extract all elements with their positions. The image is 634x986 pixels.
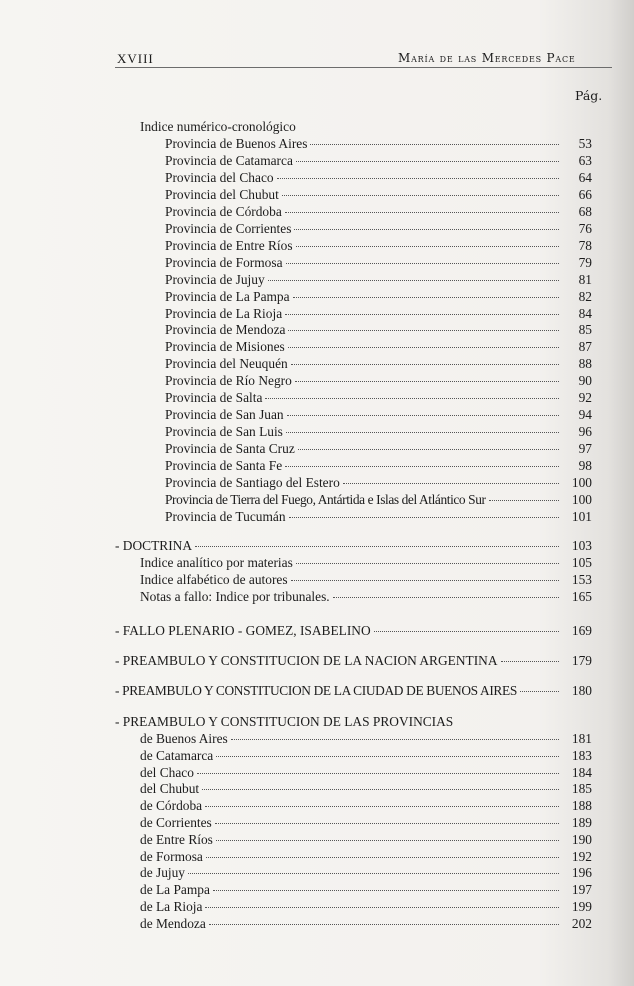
numeric-index-heading: Indice numérico-cronológico [140, 119, 296, 134]
entry-label: de Entre Ríos [140, 831, 213, 847]
dot-leader [288, 329, 559, 331]
dot-leader [286, 262, 559, 264]
provincia-constitucion-entry[interactable] [140, 747, 592, 764]
entry-page: 184 [571, 764, 592, 780]
dot-leader [520, 690, 559, 692]
numeric-index-entry[interactable] [165, 305, 592, 322]
provincias-heading: - PREAMBULO Y CONSTITUCION DE LAS PROVINCIAS [115, 714, 454, 729]
dot-leader [268, 279, 559, 281]
entry-page: 192 [571, 848, 592, 864]
entry-label: Provincia de Santa Cruz [165, 441, 295, 457]
entry-page: 84 [578, 305, 592, 321]
entry-page: 53 [578, 136, 592, 151]
entry-label: - PREAMBULO Y CONSTITUCION DE LA CIUDAD DE BUENOS AIRES [115, 683, 517, 698]
entry-label: Provincia de Tucumán [165, 508, 286, 524]
entry-page: 190 [571, 831, 592, 847]
numeric-index-entry[interactable] [165, 474, 592, 491]
entry-page: 79 [578, 254, 592, 270]
entry-label: - PREAMBULO Y CONSTITUCION DE LA NACION ARGENTINA [115, 653, 498, 668]
entry-label: Provincia de Corrientes [165, 220, 292, 236]
entry-label: de Buenos Aires [140, 731, 228, 746]
numeric-index-entry[interactable] [165, 508, 592, 525]
entry-page: 94 [578, 407, 592, 423]
entry-label: Provincia de Santa Fe [165, 458, 283, 474]
entry-label: del Chaco [140, 764, 194, 780]
provincia-constitucion-entry[interactable] [140, 915, 592, 932]
entry-label: Provincia de Jujuy [165, 271, 265, 287]
dot-leader [282, 194, 559, 196]
entry-label: Provincia de Misiones [165, 339, 285, 355]
numeric-index-entry[interactable] [165, 254, 592, 271]
provincia-constitucion-entry[interactable] [140, 764, 592, 781]
entry-label: Provincia de San Juan [165, 407, 284, 423]
entry-page: 66 [578, 186, 592, 202]
page-number-roman: XVIII [117, 51, 154, 66]
numeric-index-entry[interactable] [165, 186, 592, 203]
entry-label: Provincia de Santiago del Estero [165, 475, 340, 490]
dot-leader [286, 431, 559, 433]
provincia-constitucion-entry[interactable] [140, 881, 592, 898]
numeric-index-entry[interactable] [165, 355, 592, 372]
entry-page: 97 [578, 441, 592, 457]
provincia-constitucion-entry[interactable] [140, 814, 592, 831]
entry-page: 196 [571, 865, 592, 881]
entry-page: 88 [578, 356, 592, 372]
entry-label: de La Pampa [140, 882, 210, 898]
dot-leader [202, 788, 559, 790]
entry-label: Indice alfabético de autores [140, 572, 288, 587]
entry-label: Provincia de San Luis [165, 424, 283, 440]
entry-label: de Mendoza [140, 915, 206, 931]
entry-label: Provincia de Salta [165, 390, 263, 406]
entry-label: Provincia de Formosa [165, 254, 283, 270]
entry-label: Provincia de Río Negro [165, 373, 292, 389]
numeric-index-entry[interactable] [165, 440, 592, 457]
entry-label: Provincia de Catamarca [165, 152, 293, 168]
toc-entry-fallo-plenario[interactable] [115, 622, 592, 639]
dot-leader [205, 805, 559, 807]
entry-label: - FALLO PLENARIO - GOMEZ, ISABELINO [115, 623, 371, 638]
entry-label: del Chubut [140, 781, 200, 797]
dot-leader [197, 772, 559, 774]
provincia-constitucion-entry[interactable] [140, 797, 592, 814]
dot-leader [298, 448, 559, 450]
entry-label: Provincia de Entre Ríos [165, 237, 293, 253]
entry-page: 101 [571, 508, 592, 524]
numeric-index-entry[interactable] [165, 135, 592, 152]
toc-entry-preambulo-ciudad[interactable] [115, 682, 592, 699]
entry-page: 165 [571, 589, 592, 604]
dot-leader [216, 755, 559, 757]
page-header [115, 49, 612, 68]
entry-page: 98 [578, 458, 592, 474]
entry-label: Provincia de Córdoba [165, 203, 282, 219]
entry-page: 63 [578, 152, 592, 168]
entry-label: de Formosa [140, 848, 203, 864]
entry-page: 100 [571, 475, 592, 490]
dot-leader [213, 889, 559, 891]
provincia-constitucion-entry[interactable] [140, 730, 592, 747]
entry-page: 81 [578, 271, 592, 287]
numeric-index-entry[interactable] [165, 169, 592, 186]
dot-leader [489, 499, 559, 501]
numeric-index-entry[interactable] [165, 389, 592, 406]
dot-leader [277, 177, 559, 179]
dot-leader [293, 296, 559, 298]
dot-leader [310, 143, 559, 145]
dot-leader [291, 579, 559, 581]
provincia-constitucion-entry[interactable] [140, 848, 592, 865]
provincia-constitucion-entry[interactable] [140, 864, 592, 881]
doctrina-entry[interactable] [140, 588, 592, 605]
numeric-index-entry[interactable] [165, 406, 592, 423]
entry-page: 64 [578, 169, 592, 185]
entry-page: 82 [578, 288, 592, 304]
dot-leader [333, 596, 559, 598]
dot-leader [294, 228, 559, 230]
entry-page: 100 [571, 491, 592, 507]
entry-label: Provincia de Tierra del Fuego, Antártida e Islas del Atlántico Sur [165, 491, 486, 507]
entry-page: 197 [571, 882, 592, 898]
entry-label: Provincia del Neuquén [165, 356, 288, 372]
entry-page: 87 [578, 339, 592, 355]
dot-leader [501, 660, 560, 662]
entry-page: 68 [578, 203, 592, 219]
entry-page: 181 [571, 731, 592, 746]
numeric-index-entry[interactable] [165, 491, 592, 508]
entry-page: 85 [578, 322, 592, 338]
dot-leader [288, 346, 559, 348]
entry-label: Provincia de La Rioja [165, 305, 283, 321]
numeric-index-entry[interactable] [165, 220, 592, 237]
doctrina-entry[interactable] [140, 571, 592, 588]
numeric-index-entry[interactable] [165, 288, 592, 305]
entry-page: 76 [578, 220, 592, 236]
entry-page: 153 [571, 572, 592, 587]
dot-leader [209, 923, 559, 925]
numeric-index-entry[interactable] [165, 271, 592, 288]
numeric-index-entry[interactable] [165, 321, 592, 338]
dot-leader [265, 397, 559, 399]
entry-page: 169 [571, 623, 592, 638]
entry-page: 188 [571, 798, 592, 814]
provincia-constitucion-entry[interactable] [140, 898, 592, 915]
entry-label: - DOCTRINA [115, 538, 192, 553]
dot-leader [216, 839, 559, 841]
entry-label: Provincia del Chaco [165, 169, 274, 185]
dot-leader [231, 738, 559, 740]
entry-label: Provincia del Chubut [165, 186, 279, 202]
entry-label: Provincia de La Pampa [165, 288, 290, 304]
numeric-index-entry[interactable] [165, 423, 592, 440]
numeric-index-entry[interactable] [165, 237, 592, 254]
entry-page: 92 [578, 390, 592, 406]
entry-page: 199 [571, 899, 592, 914]
dot-leader [206, 856, 559, 858]
dot-leader [296, 245, 559, 247]
entry-label: Provincia de Buenos Aires [165, 136, 308, 151]
entry-page: 183 [571, 747, 592, 763]
dot-leader [188, 872, 559, 874]
toc-entry-preambulo-nacion[interactable] [115, 652, 592, 669]
entry-label: Indice analítico por materias [140, 555, 293, 570]
entry-page: 105 [571, 555, 592, 570]
numeric-index-entry[interactable] [165, 372, 592, 389]
entry-label: de Corrientes [140, 815, 212, 830]
numeric-index-entry[interactable] [165, 152, 592, 169]
numeric-index-entry[interactable] [165, 457, 592, 474]
entry-label: Notas a fallo: Indice por tribunales. [140, 589, 330, 604]
dot-leader [296, 160, 559, 162]
dot-leader [287, 414, 559, 416]
entry-page: 180 [571, 683, 592, 698]
dot-leader [289, 516, 559, 518]
toc-entry-doctrina[interactable] [115, 537, 592, 554]
doctrina-entry[interactable] [140, 554, 592, 571]
entry-label: Provincia de Mendoza [165, 322, 286, 338]
entry-page: 103 [571, 538, 592, 553]
dot-leader [285, 465, 559, 467]
entry-page: 90 [578, 373, 592, 389]
dot-leader [374, 630, 559, 632]
numeric-index-entry[interactable] [165, 338, 592, 355]
dot-leader [291, 363, 559, 365]
entry-page: 96 [578, 424, 592, 440]
entry-page: 202 [571, 915, 592, 931]
dot-leader [296, 562, 559, 564]
entry-label: de La Rioja [140, 899, 203, 914]
provincia-constitucion-entry[interactable] [140, 780, 592, 797]
dot-leader [343, 482, 559, 484]
provincia-constitucion-entry[interactable] [140, 831, 592, 848]
entry-label: de Jujuy [140, 865, 186, 881]
entry-label: de Catamarca [140, 747, 214, 763]
entry-page: 189 [571, 815, 592, 830]
entry-page: 78 [578, 237, 592, 253]
dot-leader [215, 822, 559, 824]
running-title: María de las Mercedes Pace [398, 51, 576, 65]
pag-column-label: Pág. [575, 88, 603, 103]
numeric-index-entry[interactable] [165, 203, 592, 220]
dot-leader [285, 211, 559, 213]
entry-page: 179 [571, 653, 592, 668]
entry-label: de Córdoba [140, 798, 203, 814]
dot-leader [205, 906, 559, 908]
entry-page: 185 [571, 781, 592, 797]
dot-leader [195, 545, 559, 547]
dot-leader [295, 380, 559, 382]
dot-leader [285, 313, 559, 315]
